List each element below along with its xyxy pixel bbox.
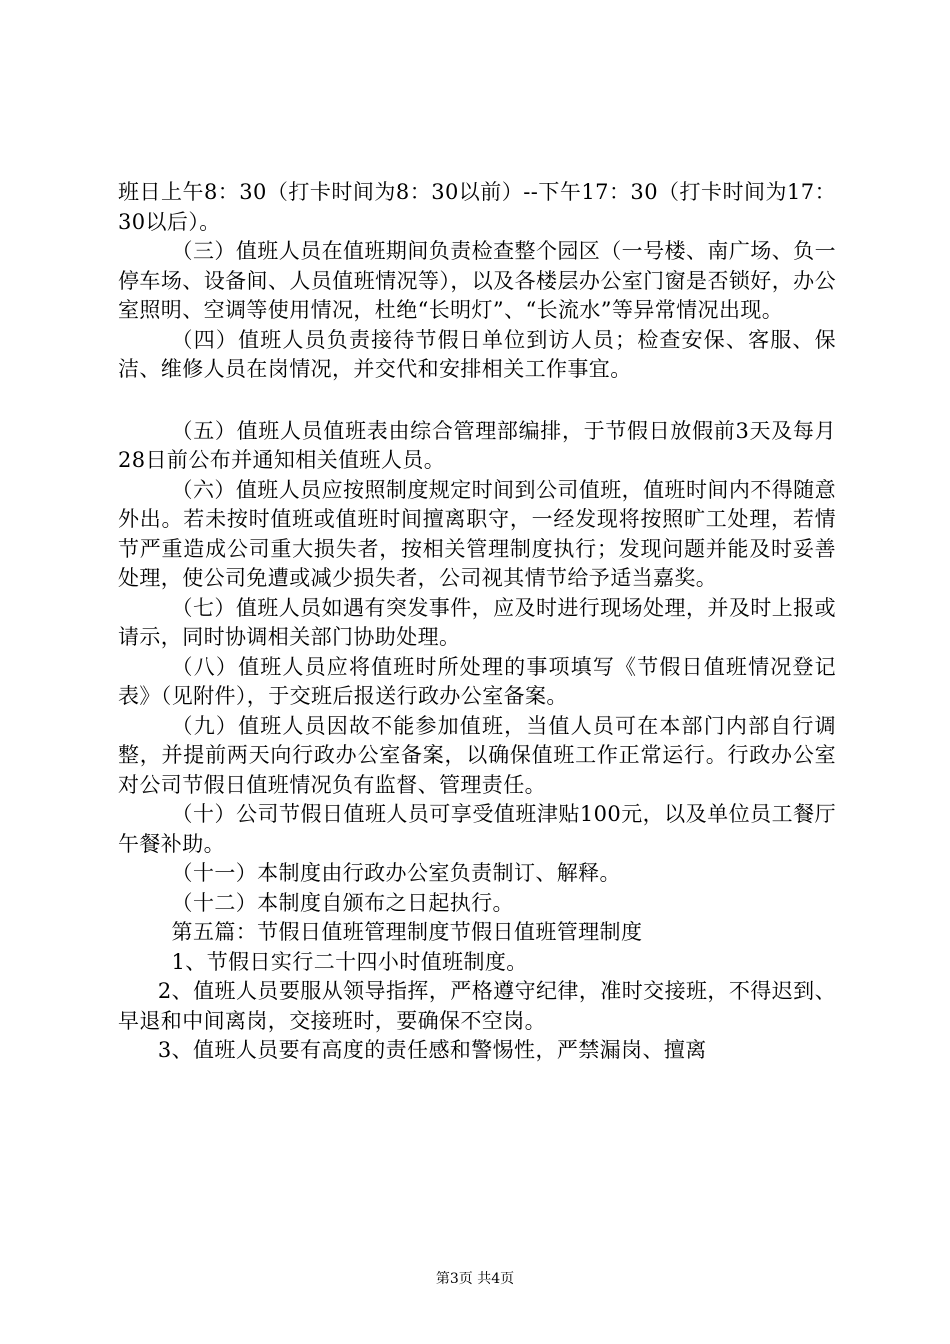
rule-item-2: 2、值班人员要服从领导指挥，严格遵守纪律，准时交接班，不得迟到、早退和中间离岗，交接班时，要确保不空岗。 (118, 979, 836, 1033)
paragraph-item-11: （十一）本制度由行政办公室负责制订、解释。 (171, 861, 621, 885)
paragraph-item-3: （三）值班人员在值班期间负责检查整个园区（一号楼、南广场、负一停车场、设备间、人员值班情况等），以及各楼层办公室门窗是否锁好，办公室照明、空调等使用情况，杜绝“长明灯”、“长流水”等异常情况出现。 (118, 239, 836, 322)
page-number-footer: 第3页 共4页 (435, 1271, 515, 1287)
document-body (118, 178, 836, 1066)
rule-item-1: 1、节假日实行二十四小时值班制度。 (171, 949, 528, 974)
paragraph-item-10: （十）公司节假日值班人员可享受值班津贴100元，以及单位员工餐厅午餐补助。 (118, 802, 836, 856)
paragraph-item-9: （九）值班人员因故不能参加值班，当值人员可在本部门内部自行调整，并提前两天向行政办公室备案，以确保值班工作正常运行。行政办公室对公司节假日值班情况负有监督、管理责任。 (118, 713, 836, 797)
paragraph-item-6: （六）值班人员应按照制度规定时间到公司值班，值班时间内不得随意外出。若未按时值班或值班时间擅离职守，一经发现将按照旷工处理，若情节严重造成公司重大损失者，按相关管理制度执行；发现问题并能及时妥善处理，使公司免遭或减少损失者，公司视其情节给予适当嘉奖。 (118, 477, 836, 590)
paragraph-item-7: （七）值班人员如遇有突发事件，应及时进行现场处理，并及时上报或请示，同时协调相关部门协助处理。 (118, 595, 836, 649)
paragraph-item-5: （五）值班人员值班表由综合管理部编排，于节假日放假前3天及每月28日前公布并通知相关值班人员。 (118, 418, 836, 472)
rule-item-3: 3、值班人员要有高度的责任感和警惕性，严禁漏岗、擅离 (157, 1038, 707, 1062)
paragraph-shift-hours: 班日上午8：30（打卡时间为8：30以前）--下午17：30（打卡时间为17：30以后）。 (118, 180, 836, 234)
section-heading: 第五篇：节假日值班管理制度节假日值班管理制度 (171, 920, 643, 944)
paragraph-item-12: （十二）本制度自颁布之日起执行。 (171, 890, 514, 915)
paragraph-item-4: （四）值班人员负责接待节假日单位到访人员；检查安保、客服、保洁、维修人员在岗情况，并交代和安排相关工作事宜。 (118, 327, 836, 381)
paragraph-item-8: （八）值班人员应将值班时所处理的事项填写《节假日值班情况登记表》（见附件），于交班后报送行政办公室备案。 (118, 654, 836, 708)
